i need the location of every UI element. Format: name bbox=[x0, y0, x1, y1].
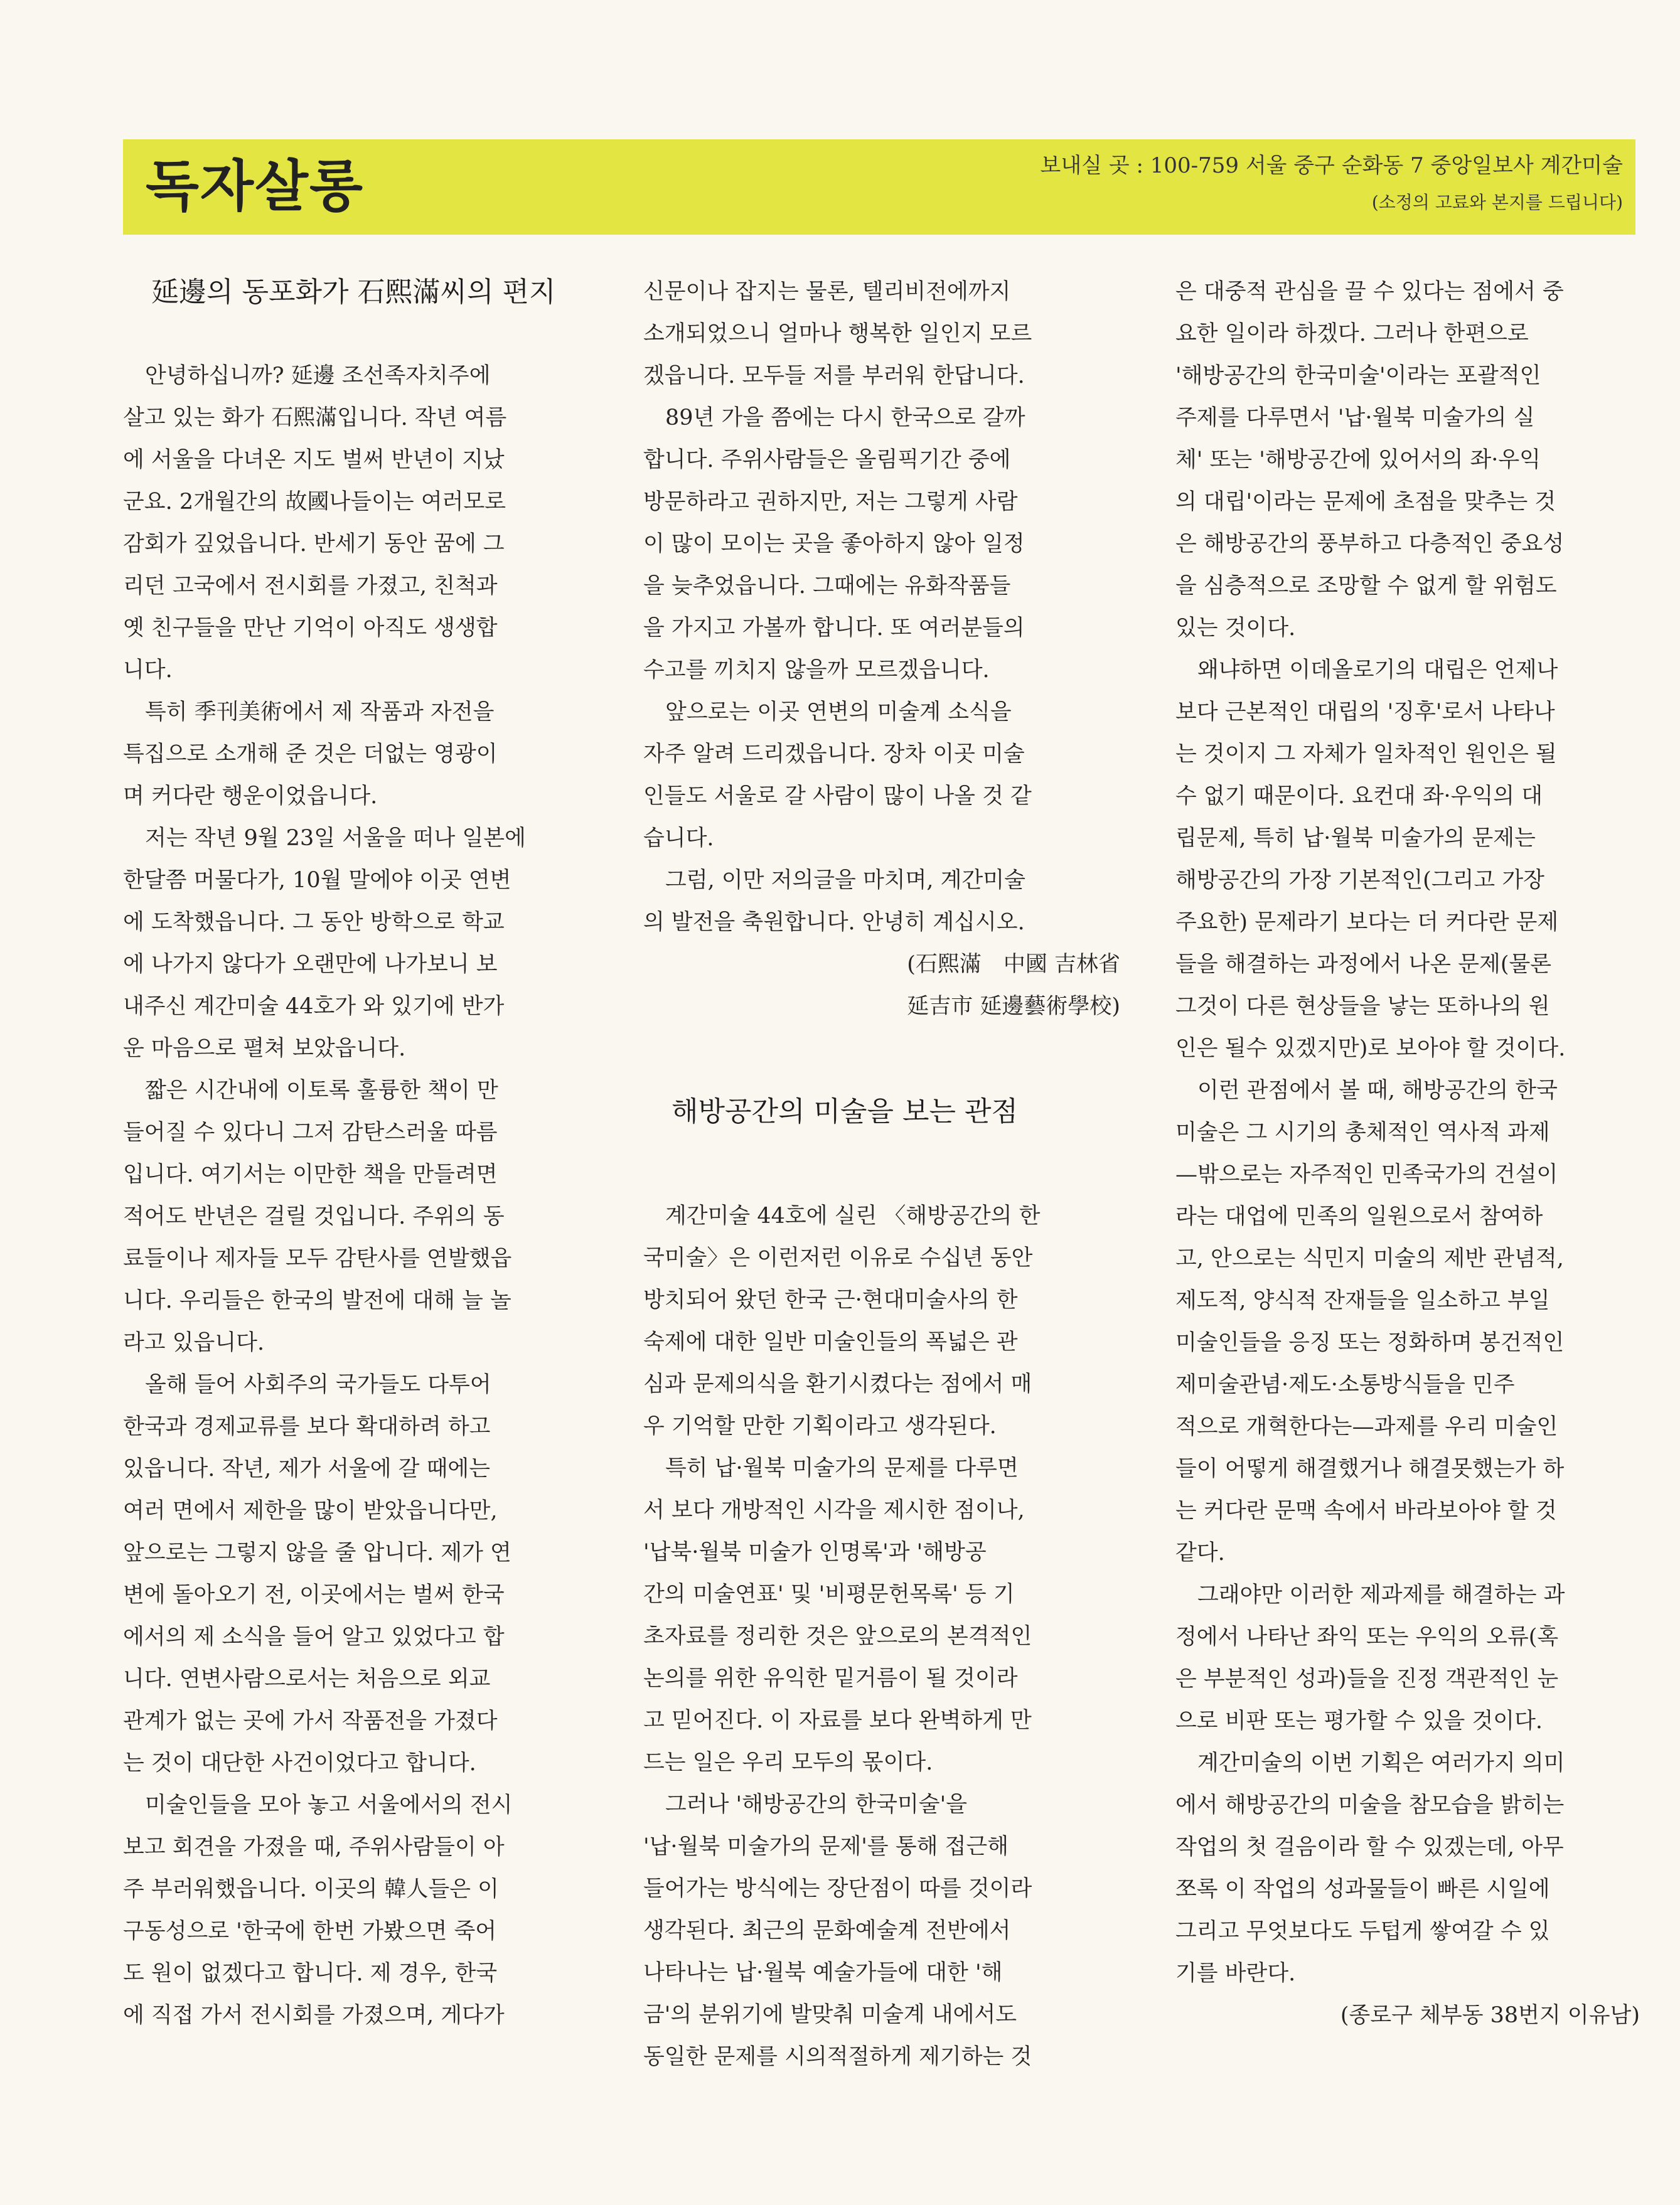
section-title: 독자살롱 bbox=[146, 154, 365, 218]
mailing-address: 보내실 곳 : 100-759 서울 중구 순화동 7 중앙일보사 계간미술 bbox=[1040, 153, 1623, 178]
text-line: 드는 일은 우리 모두의 몫이다. bbox=[643, 1750, 933, 1775]
text-line: 에서의 제 소식을 들어 알고 있었다고 합 bbox=[123, 1625, 505, 1650]
text-line: 니다. 우리들은 한국의 발전에 대해 늘 놀 bbox=[123, 1288, 511, 1313]
text-line: 관계가 없는 곳에 가서 작품전을 가졌다 bbox=[123, 1709, 498, 1734]
text-line: 적으로 개혁한다는—과제를 우리 미술인 bbox=[1175, 1414, 1558, 1439]
text-line: 주요한) 문제라기 보다는 더 커다란 문제 bbox=[1175, 910, 1559, 935]
text-line: 의 발전을 축원합니다. 안녕히 계십시오. bbox=[643, 910, 1025, 935]
text-line: 들을 해결하는 과정에서 나온 문제(물론 bbox=[1175, 952, 1552, 977]
text-line: 체' 또는 '해방공간에 있어서의 좌·우익 bbox=[1175, 447, 1541, 472]
text-line: 국미술〉은 이런저런 이유로 수십년 동안 bbox=[643, 1246, 1033, 1271]
text-line: 이 많이 모이는 곳을 좋아하지 않아 일정 bbox=[643, 531, 1025, 557]
text-line: 특히 납·월북 미술가의 문제를 다루면 bbox=[665, 1456, 1019, 1481]
text-line: 에 직접 가서 전시회를 가졌으며, 게다가 bbox=[123, 2003, 505, 2028]
spacer bbox=[643, 1133, 1120, 1195]
text-line: 계간미술의 이번 기획은 여러가지 의미 bbox=[1197, 1751, 1565, 1776]
text-line: 미술인들을 모아 놓고 서울에서의 전시 bbox=[145, 1793, 513, 1818]
text-line: 은 부분적인 성과)들을 진정 객관적인 눈 bbox=[1175, 1667, 1559, 1692]
letter1-signature: 延吉市 延邊藝術學校) bbox=[907, 994, 1120, 1019]
text-line: 니다. 연변사람으로서는 처음으로 외교 bbox=[123, 1667, 491, 1692]
text-line: 해방공간의 가장 기본적인(그리고 가장 bbox=[1175, 868, 1544, 893]
text-line: '해방공간의 한국미술'이라는 포괄적인 bbox=[1175, 363, 1541, 388]
text-line: 을 가지고 가볼까 합니다. 또 여러분들의 bbox=[643, 616, 1025, 641]
text-line: 주제를 다루면서 '납·월북 미술가의 실 bbox=[1175, 405, 1535, 430]
text-line: 라고 있읍니다. bbox=[123, 1330, 265, 1355]
text-line: 리던 고국에서 전시회를 가졌고, 친척과 bbox=[123, 574, 498, 599]
text-line: 있는 것이다. bbox=[1175, 616, 1296, 641]
text-line: 수 없기 때문이다. 요컨대 좌·우익의 대 bbox=[1175, 784, 1543, 809]
text-line: 보고 회견을 가졌을 때, 주위사람들이 아 bbox=[123, 1835, 505, 1860]
text-line: 는 것이지 그 자체가 일차적인 원인은 될 bbox=[1175, 742, 1557, 767]
text-line: 합니다. 주위사람들은 올림픽기간 중에 bbox=[643, 447, 1011, 472]
letter2-heading: 해방공간의 미술을 보는 관점 bbox=[671, 1096, 1019, 1128]
text-line: 그러나 '해방공간의 한국미술'을 bbox=[665, 1792, 968, 1817]
letter1-signature: (石熙滿 中國 吉林省 bbox=[907, 952, 1120, 977]
text-line: 제도적, 양식적 잔재들을 일소하고 부일 bbox=[1175, 1288, 1550, 1313]
text-line: 감회가 깊었읍니다. 반세기 동안 꿈에 그 bbox=[123, 531, 505, 557]
text-line: 나타나는 납·월북 예술가들에 대한 '해 bbox=[643, 1960, 1003, 1985]
text-line: 수고를 끼치지 않을까 모르겠읍니다. bbox=[643, 658, 990, 683]
text-line: 주 부러워했읍니다. 이곳의 韓人들은 이 bbox=[123, 1877, 499, 1902]
text-line: 신문이나 잡지는 물론, 텔리비전에까지 bbox=[643, 279, 1011, 304]
text-line: 그럼, 이만 저의글을 마치며, 계간미술 bbox=[665, 868, 1025, 893]
text-line: 초자료를 정리한 것은 앞으로의 본격적인 bbox=[643, 1624, 1032, 1649]
text-line: 에 나가지 않다가 오랜만에 나가보니 보 bbox=[123, 952, 498, 977]
text-line: 는 것이 대단한 사건이었다고 합니다. bbox=[123, 1751, 476, 1776]
text-line: 보다 근본적인 대립의 '징후'로서 나타나 bbox=[1175, 700, 1555, 725]
payment-note: (소정의 고료와 본지를 드립니다) bbox=[1371, 192, 1623, 213]
text-line: 앞으로는 그렇지 않을 줄 압니다. 제가 연 bbox=[123, 1540, 511, 1566]
spacer bbox=[643, 1028, 1120, 1091]
section-banner bbox=[123, 139, 1635, 235]
text-line: 기를 바란다. bbox=[1175, 1961, 1296, 1986]
text-line: 적어도 반년은 걸릴 것입니다. 주위의 동 bbox=[123, 1204, 505, 1229]
spacer bbox=[123, 313, 600, 355]
text-line: 니다. bbox=[123, 658, 173, 683]
text-line: 계간미술 44호에 실린 〈해방공간의 한 bbox=[665, 1204, 1041, 1229]
text-line: 은 해방공간의 풍부하고 다층적인 중요성 bbox=[1175, 531, 1565, 557]
text-line: 들어질 수 있다니 그저 감탄스러울 따름 bbox=[123, 1120, 498, 1145]
text-line: 그것이 다른 현상들을 낳는 또하나의 원 bbox=[1175, 994, 1550, 1019]
text-line: 숙제에 대한 일반 미술인들의 폭넓은 관 bbox=[643, 1330, 1018, 1355]
text-line: 같다. bbox=[1175, 1540, 1225, 1566]
text-line: 짧은 시간내에 이토록 훌륭한 책이 만 bbox=[145, 1078, 498, 1103]
text-line: 있읍니다. 작년, 제가 서울에 갈 때에는 bbox=[123, 1456, 491, 1482]
text-line: 미술인들을 응징 또는 정화하며 봉건적인 bbox=[1175, 1330, 1565, 1355]
text-line: 한달쯤 머물다가, 10월 말에야 이곳 연변 bbox=[123, 868, 511, 893]
text-line: 고, 안으로는 식민지 미술의 제반 관념적, bbox=[1175, 1246, 1564, 1271]
text-line: 고 믿어진다. 이 자료를 보다 완벽하게 만 bbox=[643, 1708, 1032, 1733]
text-line: 요한 일이라 하겠다. 그러나 한편으로 bbox=[1175, 321, 1529, 346]
text-line: 자주 알려 드리겠읍니다. 장차 이곳 미술 bbox=[643, 742, 1025, 767]
column-3 bbox=[1175, 271, 1640, 2037]
text-line: 는 커다란 문맥 속에서 바라보아야 할 것 bbox=[1175, 1498, 1557, 1524]
text-line: 특집으로 소개해 준 것은 더없는 영광이 bbox=[123, 742, 498, 767]
text-line: 이런 관점에서 볼 때, 해방공간의 한국 bbox=[1197, 1078, 1558, 1103]
text-line: 을 심층적으로 조망할 수 없게 할 위험도 bbox=[1175, 574, 1557, 599]
text-line: 앞으로는 이곳 연변의 미술계 소식을 bbox=[665, 700, 1012, 725]
text-line: 라는 대업에 민족의 일원으로서 참여하 bbox=[1175, 1204, 1543, 1229]
text-line: 쪼록 이 작업의 성과물들이 빠른 시일에 bbox=[1175, 1877, 1550, 1902]
text-line: 89년 가을 쯤에는 다시 한국으로 갈까 bbox=[665, 405, 1025, 430]
text-line: 료들이나 제자들 모두 감탄사를 연발했읍 bbox=[123, 1246, 512, 1271]
text-line: 립문제, 특히 납·월북 미술가의 문제는 bbox=[1175, 826, 1536, 851]
text-line: 제미술관념·제도·소통방식들을 민주 bbox=[1175, 1372, 1515, 1397]
text-line: 방문하라고 권하지만, 저는 그렇게 사람 bbox=[643, 489, 1018, 515]
text-line: 내주신 계간미술 44호가 와 있기에 반가 bbox=[123, 994, 505, 1019]
text-line: 심과 문제의식을 환기시켰다는 점에서 매 bbox=[643, 1372, 1032, 1397]
text-line: 그래야만 이러한 제과제를 해결하는 과 bbox=[1197, 1583, 1565, 1608]
column-1 bbox=[123, 271, 600, 2037]
text-line: 살고 있는 화가 石熙滿입니다. 작년 여름 bbox=[123, 405, 507, 430]
text-line: 소개되었으니 얼마나 행복한 일인지 모르 bbox=[643, 321, 1032, 346]
text-line: 운 마음으로 펼쳐 보았읍니다. bbox=[123, 1036, 406, 1061]
text-line: '납·월북 미술가의 문제'를 통해 접근해 bbox=[643, 1834, 1009, 1859]
text-line: 습니다. bbox=[643, 826, 714, 851]
text-line: 도 원이 없겠다고 합니다. 제 경우, 한국 bbox=[123, 1961, 498, 1986]
text-line: 군요. 2개월간의 故國나들이는 여러모로 bbox=[123, 489, 506, 515]
text-line: 정에서 나타난 좌익 또는 우익의 오류(혹 bbox=[1175, 1625, 1559, 1650]
text-line: 을 늦추었읍니다. 그때에는 유화작품들 bbox=[643, 574, 1011, 599]
text-line: 올해 들어 사회주의 국가들도 다투어 bbox=[145, 1372, 491, 1397]
text-line: 인은 될수 있겠지만)로 보아야 할 것이다. bbox=[1175, 1036, 1566, 1061]
letter2-signature: (종로구 체부동 38번지 이유남) bbox=[1340, 2003, 1640, 2028]
text-line: 특히 季刊美術에서 제 작품과 자전을 bbox=[145, 700, 495, 725]
text-line: 저는 작년 9월 23일 서울을 떠나 일본에 bbox=[145, 826, 526, 851]
text-line: 겠읍니다. 모두들 저를 부러워 한답니다. bbox=[643, 363, 1025, 388]
text-line: 입니다. 여기서는 이만한 책을 만들려면 bbox=[123, 1162, 498, 1187]
text-line: 미술은 그 시기의 총체적인 역사적 과제 bbox=[1175, 1120, 1550, 1145]
text-line: 들이 어떻게 해결했거나 해결못했는가 하 bbox=[1175, 1456, 1565, 1482]
text-line: 서 보다 개방적인 시각을 제시한 점이나, bbox=[643, 1498, 1025, 1523]
text-line: —밖으로는 자주적인 민족국가의 건설이 bbox=[1175, 1162, 1558, 1187]
text-line: 의 대립'이라는 문제에 초점을 맞추는 것 bbox=[1175, 489, 1556, 515]
text-line: 구동성으로 '한국에 한번 가봤으면 죽어 bbox=[123, 1919, 497, 1944]
text-line: 논의를 위한 유익한 밑거름이 될 것이라 bbox=[643, 1666, 1018, 1691]
text-line: 여러 면에서 제한을 많이 받았읍니다만, bbox=[123, 1498, 498, 1524]
column-2 bbox=[643, 271, 1120, 2078]
text-line: 으로 비판 또는 평가할 수 있을 것이다. bbox=[1175, 1709, 1543, 1734]
text-line: 에 서울을 다녀온 지도 벌써 반년이 지났 bbox=[123, 447, 505, 472]
text-line: 동일한 문제를 시의적절하게 제기하는 것 bbox=[643, 2044, 1032, 2069]
text-line: 변에 돌아오기 전, 이곳에서는 벌써 한국 bbox=[123, 1583, 505, 1608]
text-line: 며 커다란 행운이었읍니다. bbox=[123, 784, 378, 809]
text-line: 옛 친구들을 만난 기억이 아직도 생생합 bbox=[123, 616, 498, 641]
letter1-heading: 延邊의 동포화가 石熙滿씨의 편지 bbox=[151, 276, 556, 308]
text-line: '납북·월북 미술가 인명록'과 '해방공 bbox=[643, 1540, 987, 1565]
text-line: 왜냐하면 이데올로기의 대립은 언제나 bbox=[1197, 658, 1558, 683]
text-line: 에서 해방공간의 미술을 참모습을 밝히는 bbox=[1175, 1793, 1565, 1818]
text-line: 들어가는 방식에는 장단점이 따를 것이라 bbox=[643, 1876, 1032, 1901]
text-line: 우 기억할 만한 기획이라고 생각된다. bbox=[643, 1414, 997, 1439]
text-line: 작업의 첫 걸음이라 할 수 있겠는데, 아무 bbox=[1175, 1835, 1564, 1860]
text-line: 방치되어 왔던 한국 근·현대미술사의 한 bbox=[643, 1288, 1018, 1313]
text-line: 금'의 분위기에 발맞춰 미술계 내에서도 bbox=[643, 2002, 1017, 2027]
text-line: 간의 미술연표' 및 '비평문헌목록' 등 기 bbox=[643, 1582, 1015, 1607]
text-line: 인들도 서울로 갈 사람이 많이 나올 것 같 bbox=[643, 784, 1032, 809]
text-line: 안녕하십니까? 延邊 조선족자치주에 bbox=[145, 363, 491, 388]
text-line: 생각된다. 최근의 문화예술계 전반에서 bbox=[643, 1918, 1011, 1943]
text-line: 그리고 무엇보다도 두텁게 쌓여갈 수 있 bbox=[1175, 1919, 1550, 1944]
text-line: 은 대중적 관심을 끌 수 있다는 점에서 중 bbox=[1175, 279, 1564, 304]
text-line: 한국과 경제교류를 보다 확대하려 하고 bbox=[123, 1414, 491, 1439]
text-line: 에 도착했읍니다. 그 동안 방학으로 학교 bbox=[123, 910, 505, 935]
